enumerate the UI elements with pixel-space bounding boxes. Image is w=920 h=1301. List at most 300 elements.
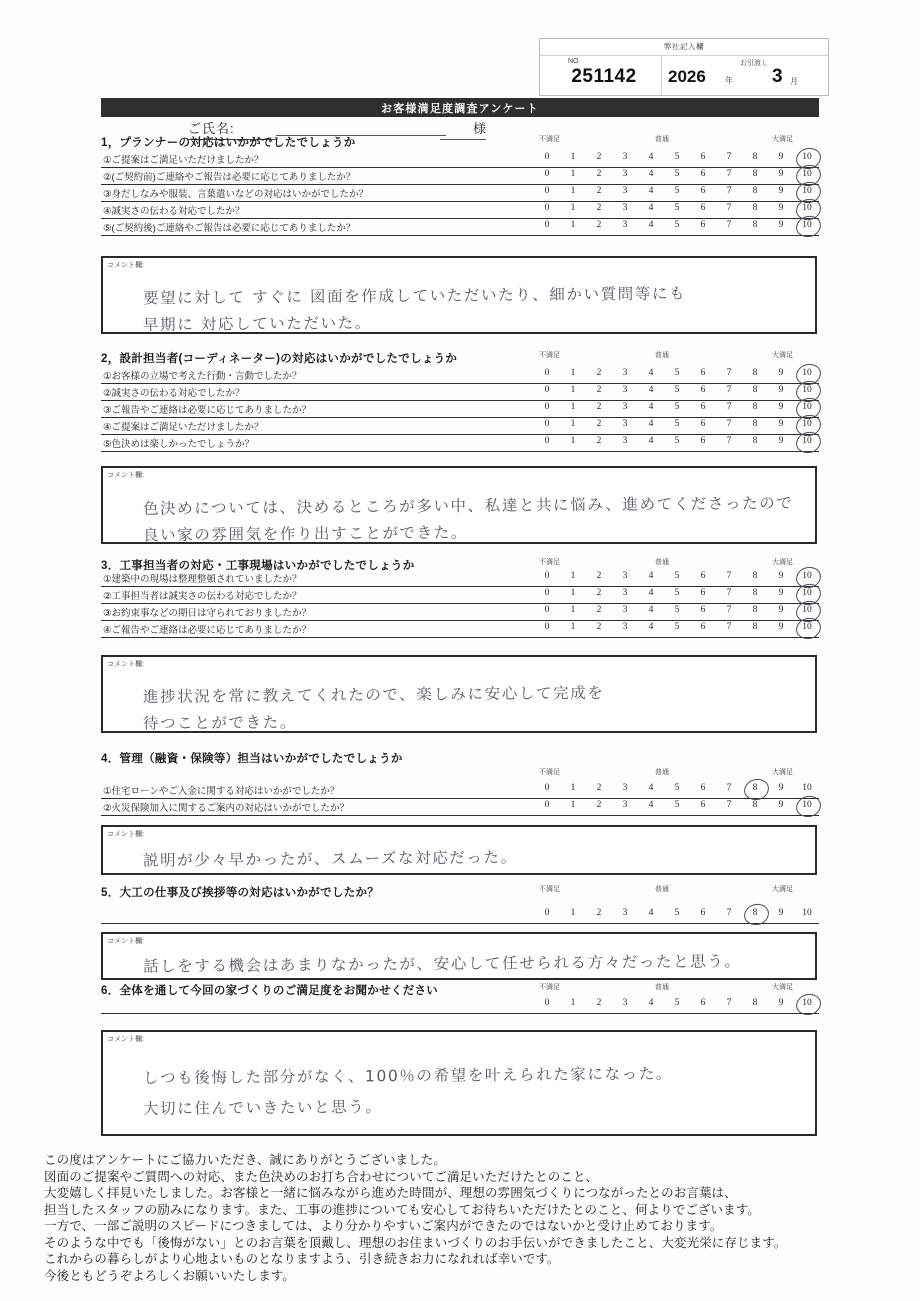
- month-unit-label: 月: [790, 77, 798, 86]
- rating-option-6[interactable]: 6: [700, 783, 706, 793]
- rating-option-9[interactable]: 9: [778, 998, 784, 1008]
- rating-option-3[interactable]: 3: [622, 800, 628, 810]
- rating-option-0[interactable]: 0: [544, 385, 550, 395]
- comment-box[interactable]: [101, 655, 817, 733]
- rating-option-6[interactable]: 6: [700, 220, 706, 230]
- rating-option-1[interactable]: 1: [570, 998, 576, 1008]
- closing-message-line: 図面のご提案やご質問への対応、また色決めのお打ち合わせについてご満足いただけたとのこと、: [44, 1169, 599, 1184]
- rating-option-7[interactable]: 7: [726, 908, 732, 918]
- rating-option-2[interactable]: 2: [596, 605, 602, 615]
- question-text: ④ご提案はご満足いただけましたか？: [103, 422, 264, 433]
- question-text: ③ご報告やご連絡は必要に応じてありましたか？: [103, 405, 312, 416]
- rating-scale[interactable]: [539, 186, 815, 199]
- rating-option-6[interactable]: 6: [700, 186, 706, 196]
- rating-option-4[interactable]: 4: [648, 605, 654, 615]
- rating-option-7[interactable]: 7: [726, 419, 732, 429]
- rating-option-7[interactable]: 7: [726, 605, 732, 615]
- rating-option-5[interactable]: 5: [674, 908, 680, 918]
- rating-option-1[interactable]: 1: [570, 908, 576, 918]
- rating-option-10[interactable]: 10: [802, 169, 812, 179]
- rating-option-4[interactable]: 4: [648, 419, 654, 429]
- rating-option-10[interactable]: 10: [802, 203, 812, 213]
- question-text: ①住宅ローンやご入金に関する対応はいかがでしたか？: [103, 786, 340, 797]
- rating-option-6[interactable]: 6: [700, 419, 706, 429]
- closing-message: [44, 1152, 904, 1284]
- question-text: ④ご報告やご連絡は必要に応じてありましたか？: [103, 625, 312, 636]
- rating-option-10[interactable]: 10: [802, 588, 812, 598]
- scale-label-low: 不満足: [539, 984, 560, 991]
- scale-label-low: 不満足: [539, 769, 560, 776]
- rating-option-5[interactable]: 5: [674, 571, 680, 581]
- rating-option-6[interactable]: 6: [700, 402, 706, 412]
- rating-option-5[interactable]: 5: [674, 152, 680, 162]
- closing-message-line: これからの暮らしがより心地よいものとなりますよう、引き続きお力になれれば幸いです。: [44, 1252, 560, 1266]
- rating-option-4[interactable]: 4: [648, 436, 654, 446]
- rating-option-7[interactable]: 7: [726, 588, 732, 598]
- scale-label-high: 大満足: [772, 352, 793, 359]
- rating-scale[interactable]: [539, 622, 815, 635]
- rating-option-7[interactable]: 7: [726, 385, 732, 395]
- rating-option-7[interactable]: 7: [726, 998, 732, 1008]
- rating-option-4[interactable]: 4: [648, 385, 654, 395]
- rating-option-5[interactable]: 5: [674, 203, 680, 213]
- rating-option-10[interactable]: 10: [802, 419, 812, 429]
- rating-option-3[interactable]: 3: [622, 588, 628, 598]
- section-heading: 4．管理（融資・保険等）担当はいかがでしたでしょうか: [101, 753, 403, 765]
- rating-option-9[interactable]: 9: [778, 605, 784, 615]
- rating-option-3[interactable]: 3: [622, 605, 628, 615]
- rating-option-9[interactable]: 9: [778, 908, 784, 918]
- question-text: ②誠実さの伝わる対応でしたか？: [103, 388, 245, 399]
- rating-option-0[interactable]: 0: [544, 220, 550, 230]
- rating-option-9[interactable]: 9: [778, 169, 784, 179]
- rating-option-10[interactable]: 10: [802, 402, 812, 412]
- rating-option-5[interactable]: 5: [674, 402, 680, 412]
- rating-option-3[interactable]: 3: [622, 783, 628, 793]
- rating-option-3[interactable]: 3: [622, 436, 628, 446]
- rating-option-7[interactable]: 7: [726, 622, 732, 632]
- rating-option-3[interactable]: 3: [622, 152, 628, 162]
- handwritten-comment-line: 説明が少々早かったが、スムーズな対応だった。: [142, 848, 518, 870]
- rating-option-1[interactable]: 1: [570, 436, 576, 446]
- rating-scale[interactable]: [539, 203, 815, 216]
- rating-scale[interactable]: [539, 908, 815, 921]
- rating-option-5[interactable]: 5: [674, 622, 680, 632]
- rating-option-8[interactable]: 8: [752, 605, 758, 615]
- comment-box-label: コメント欄:: [107, 1036, 144, 1043]
- rating-option-1[interactable]: 1: [570, 571, 576, 581]
- rating-option-10[interactable]: 10: [802, 220, 812, 230]
- scale-label-mid: 普通: [655, 984, 669, 991]
- rating-option-3[interactable]: 3: [622, 385, 628, 395]
- rating-option-2[interactable]: 2: [596, 588, 602, 598]
- rating-option-7[interactable]: 7: [726, 152, 732, 162]
- rating-option-10[interactable]: 10: [802, 800, 812, 810]
- rating-option-1[interactable]: 1: [570, 419, 576, 429]
- rating-option-7[interactable]: 7: [726, 783, 732, 793]
- comment-box[interactable]: [101, 466, 817, 544]
- question-row: [101, 167, 819, 185]
- rating-scale[interactable]: [539, 436, 815, 449]
- rating-option-5[interactable]: 5: [674, 186, 680, 196]
- rating-scale[interactable]: [539, 152, 815, 165]
- rating-scale[interactable]: [539, 998, 815, 1011]
- rating-option-3[interactable]: 3: [622, 419, 628, 429]
- company-box-title: 弊社記入欄: [664, 42, 704, 51]
- closing-message-line: 大変嬉しく拝見いたしました。お客様と一緒に悩みながら進めた時間が、理想の雰囲気づくりにつながったとのお言葉は、: [44, 1186, 737, 1200]
- scale-label-high: 大満足: [772, 769, 793, 776]
- rating-scale[interactable]: [539, 800, 815, 813]
- rating-option-0[interactable]: 0: [544, 152, 550, 162]
- rating-option-0[interactable]: 0: [544, 908, 550, 918]
- rating-option-4[interactable]: 4: [648, 203, 654, 213]
- rating-option-8[interactable]: 8: [752, 436, 758, 446]
- rating-option-10[interactable]: 10: [802, 186, 812, 196]
- rating-option-5[interactable]: 5: [674, 783, 680, 793]
- rating-option-8[interactable]: 8: [752, 220, 758, 230]
- rating-option-6[interactable]: 6: [700, 368, 706, 378]
- comment-box-label: コメント欄:: [107, 831, 144, 838]
- rating-option-4[interactable]: 4: [648, 402, 654, 412]
- rating-option-6[interactable]: 6: [700, 152, 706, 162]
- rating-option-7[interactable]: 7: [726, 800, 732, 810]
- rating-option-8[interactable]: 8: [752, 203, 758, 213]
- question-text: ②(ご契約前)ご連絡やご報告は必要に応じてありましたか？: [103, 172, 356, 183]
- rating-option-10[interactable]: 10: [802, 436, 812, 446]
- rating-option-2[interactable]: 2: [596, 908, 602, 918]
- rating-option-4[interactable]: 4: [648, 152, 654, 162]
- rating-option-3[interactable]: 3: [622, 368, 628, 378]
- rating-option-2[interactable]: 2: [596, 152, 602, 162]
- scale-label-high: 大満足: [772, 886, 793, 893]
- rating-option-2[interactable]: 2: [596, 622, 602, 632]
- rating-option-10[interactable]: 10: [802, 998, 812, 1008]
- rating-option-3[interactable]: 3: [622, 203, 628, 213]
- question-text: ②工事担当者は誠実さの伝わる対応でしたか？: [103, 591, 302, 602]
- rating-option-0[interactable]: 0: [544, 605, 550, 615]
- rating-option-1[interactable]: 1: [570, 203, 576, 213]
- handwritten-comment-line: 待つことができた。: [142, 713, 297, 733]
- rating-option-7[interactable]: 7: [726, 169, 732, 179]
- rating-option-0[interactable]: 0: [544, 998, 550, 1008]
- rating-option-2[interactable]: 2: [596, 203, 602, 213]
- rating-option-0[interactable]: 0: [544, 169, 550, 179]
- handwritten-comment-line: しつも後悔した部分がなく、100％の希望を叶えられた家になった。: [142, 1064, 674, 1088]
- rating-option-4[interactable]: 4: [648, 908, 654, 918]
- rating-option-2[interactable]: 2: [596, 783, 602, 793]
- rating-option-8[interactable]: 8: [752, 571, 758, 581]
- scale-label-low: 不満足: [539, 136, 560, 143]
- rating-option-9[interactable]: 9: [778, 588, 784, 598]
- rating-option-8[interactable]: 8: [752, 908, 758, 918]
- rating-option-10[interactable]: 10: [802, 783, 812, 793]
- rating-option-10[interactable]: 10: [802, 385, 812, 395]
- rating-option-0[interactable]: 0: [544, 436, 550, 446]
- rating-scale[interactable]: [539, 368, 815, 381]
- rating-option-8[interactable]: 8: [752, 385, 758, 395]
- rating-option-10[interactable]: 10: [802, 908, 812, 918]
- rating-option-4[interactable]: 4: [648, 368, 654, 378]
- rating-option-1[interactable]: 1: [570, 402, 576, 412]
- rating-option-2[interactable]: 2: [596, 186, 602, 196]
- rating-option-3[interactable]: 3: [622, 220, 628, 230]
- comment-box[interactable]: [101, 256, 817, 334]
- question-row: [101, 184, 819, 202]
- no-value: 251142: [571, 66, 637, 87]
- rating-option-8[interactable]: 8: [752, 419, 758, 429]
- handwritten-comment-line: 進捗状況を常に教えてくれたので、楽しみに安心して完成を: [142, 683, 605, 707]
- question-text: ①お客様の立場で考えた行動・言動でしたか？: [103, 371, 302, 382]
- question-text: ①建築中の現場は整理整頓されていましたか？: [103, 574, 302, 585]
- rating-option-8[interactable]: 8: [752, 588, 758, 598]
- rating-option-9[interactable]: 9: [778, 152, 784, 162]
- rating-option-6[interactable]: 6: [700, 605, 706, 615]
- rating-option-1[interactable]: 1: [570, 368, 576, 378]
- scale-label-mid: 普通: [655, 886, 669, 893]
- name-label: ご氏名:: [188, 118, 276, 140]
- handwritten-comment-line: 要望に対して すぐに 図面を作成していただいたり、細かい質問等にも: [142, 284, 687, 308]
- rating-option-10[interactable]: 10: [802, 368, 812, 378]
- rating-option-8[interactable]: 8: [752, 186, 758, 196]
- rating-option-1[interactable]: 1: [570, 220, 576, 230]
- rating-option-0[interactable]: 0: [544, 419, 550, 429]
- handover-year: 2026: [668, 67, 706, 86]
- rating-option-7[interactable]: 7: [726, 571, 732, 581]
- rating-scale[interactable]: [539, 588, 815, 601]
- question-row: [101, 586, 819, 604]
- question-text: ③身だしなみや服装、言葉遣いなどの対応はいかがでしたか？: [103, 189, 369, 200]
- rating-option-5[interactable]: 5: [674, 169, 680, 179]
- rating-option-8[interactable]: 8: [752, 998, 758, 1008]
- scale-label-low: 不満足: [539, 559, 560, 566]
- rating-option-9[interactable]: 9: [778, 419, 784, 429]
- rating-option-4[interactable]: 4: [648, 588, 654, 598]
- rating-option-4[interactable]: 4: [648, 186, 654, 196]
- rating-option-8[interactable]: 8: [752, 368, 758, 378]
- section-heading: 1，プランナーの対応はいかがでしたでしょうか: [101, 137, 356, 149]
- scale-label-mid: 普通: [655, 136, 669, 143]
- section-heading: 5．大工の仕事及び挨拶等の対応はいかがでしたか？: [101, 887, 380, 899]
- scale-label-mid: 普通: [655, 352, 669, 359]
- rating-option-2[interactable]: 2: [596, 220, 602, 230]
- rating-option-0[interactable]: 0: [544, 368, 550, 378]
- rating-option-5[interactable]: 5: [674, 436, 680, 446]
- rating-option-1[interactable]: 1: [570, 605, 576, 615]
- rating-scale[interactable]: [539, 605, 815, 618]
- closing-message-line: この度はアンケートにご協力いただき、誠にありがとうございました。: [44, 1153, 446, 1167]
- scale-label-low: 不満足: [539, 352, 560, 359]
- rating-option-7[interactable]: 7: [726, 220, 732, 230]
- handwritten-comment-line: 話しをする機会はあまりなかったが、安心して任せられる方々だったと思う。: [142, 952, 742, 976]
- rating-option-2[interactable]: 2: [596, 419, 602, 429]
- rating-scale[interactable]: [539, 169, 815, 182]
- rating-option-2[interactable]: 2: [596, 385, 602, 395]
- handover-month: 3: [772, 66, 783, 87]
- rating-option-9[interactable]: 9: [778, 402, 784, 412]
- scale-label-high: 大満足: [772, 136, 793, 143]
- scale-label-high: 大満足: [772, 984, 793, 991]
- rating-scale[interactable]: [539, 385, 815, 398]
- question-text: ④誠実さの伝わる対応でしたか？: [103, 206, 245, 217]
- rating-option-6[interactable]: 6: [700, 998, 706, 1008]
- rating-option-8[interactable]: 8: [752, 783, 758, 793]
- rating-option-0[interactable]: 0: [544, 186, 550, 196]
- closing-message-line: 担当したスタッフの励みになります。また、工事の進捗についても安心してお待ちいただけたとのこと、何よりでございます。: [44, 1202, 760, 1217]
- rating-option-2[interactable]: 2: [596, 169, 602, 179]
- rating-option-8[interactable]: 8: [752, 622, 758, 632]
- rating-option-4[interactable]: 4: [648, 220, 654, 230]
- question-text: ①ご提案はご満足いただけましたか？: [103, 155, 264, 166]
- rating-option-3[interactable]: 3: [622, 622, 628, 632]
- rating-option-8[interactable]: 8: [752, 402, 758, 412]
- rating-option-6[interactable]: 6: [700, 436, 706, 446]
- question-row: [101, 400, 819, 418]
- rating-option-6[interactable]: 6: [700, 169, 706, 179]
- rating-option-1[interactable]: 1: [570, 800, 576, 810]
- scale-label-low: 不満足: [539, 886, 560, 893]
- question-row: [101, 996, 819, 1014]
- rating-option-6[interactable]: 6: [700, 588, 706, 598]
- year-unit-label: 年: [725, 76, 733, 85]
- question-row: [101, 603, 819, 621]
- rating-option-5[interactable]: 5: [674, 605, 680, 615]
- rating-option-0[interactable]: 0: [544, 402, 550, 412]
- rating-option-8[interactable]: 8: [752, 800, 758, 810]
- rating-option-5[interactable]: 5: [674, 385, 680, 395]
- comment-box[interactable]: [101, 825, 817, 875]
- closing-message-line: 一方で、一部ご説明のスピードにつきましては、より分かりやすいご案内ができたのではないかと受け止めております。: [44, 1219, 723, 1233]
- rating-option-3[interactable]: 3: [622, 908, 628, 918]
- rating-option-10[interactable]: 10: [802, 571, 812, 581]
- survey-title-bar: お客様満足度調査アンケート: [101, 98, 819, 117]
- rating-option-10[interactable]: 10: [802, 152, 812, 162]
- rating-option-6[interactable]: 6: [700, 800, 706, 810]
- rating-option-5[interactable]: 5: [674, 998, 680, 1008]
- question-text: ③お約束事などの期日は守られておりましたか？: [103, 608, 312, 619]
- rating-option-2[interactable]: 2: [596, 571, 602, 581]
- rating-option-4[interactable]: 4: [648, 783, 654, 793]
- rating-option-5[interactable]: 5: [674, 220, 680, 230]
- rating-option-0[interactable]: 0: [544, 203, 550, 213]
- rating-option-0[interactable]: 0: [544, 622, 550, 632]
- rating-option-2[interactable]: 2: [596, 998, 602, 1008]
- rating-option-6[interactable]: 6: [700, 385, 706, 395]
- rating-option-5[interactable]: 5: [674, 800, 680, 810]
- question-text: ②火災保険加入に関するご案内の対応はいかがでしたか？: [103, 803, 350, 814]
- question-text: ⑤(ご契約後)ご連絡やご報告は必要に応じてありましたか？: [103, 223, 356, 234]
- rating-option-8[interactable]: 8: [752, 152, 758, 162]
- rating-option-9[interactable]: 9: [778, 186, 784, 196]
- rating-option-7[interactable]: 7: [726, 186, 732, 196]
- name-suffix-label: 様: [440, 118, 486, 140]
- rating-option-9[interactable]: 9: [778, 220, 784, 230]
- rating-scale[interactable]: [539, 783, 815, 796]
- question-row: [101, 218, 819, 236]
- rating-option-3[interactable]: 3: [622, 169, 628, 179]
- rating-option-7[interactable]: 7: [726, 203, 732, 213]
- rating-option-2[interactable]: 2: [596, 800, 602, 810]
- rating-option-6[interactable]: 6: [700, 908, 706, 918]
- rating-option-0[interactable]: 0: [544, 800, 550, 810]
- rating-option-2[interactable]: 2: [596, 402, 602, 412]
- rating-option-2[interactable]: 2: [596, 368, 602, 378]
- rating-option-9[interactable]: 9: [778, 368, 784, 378]
- rating-option-7[interactable]: 7: [726, 436, 732, 446]
- rating-option-1[interactable]: 1: [570, 152, 576, 162]
- question-row: [101, 906, 819, 924]
- rating-option-1[interactable]: 1: [570, 783, 576, 793]
- question-text: ⑤色決めは楽しかったでしょうか？: [103, 439, 255, 450]
- question-row: [101, 150, 819, 168]
- rating-option-9[interactable]: 9: [778, 622, 784, 632]
- rating-scale[interactable]: [539, 220, 815, 233]
- rating-option-5[interactable]: 5: [674, 368, 680, 378]
- rating-option-1[interactable]: 1: [570, 169, 576, 179]
- rating-option-9[interactable]: 9: [778, 800, 784, 810]
- rating-option-5[interactable]: 5: [674, 588, 680, 598]
- rating-option-1[interactable]: 1: [570, 385, 576, 395]
- closing-message-line: 今後ともどうぞよろしくお願いいたします。: [44, 1268, 296, 1283]
- rating-option-1[interactable]: 1: [570, 588, 576, 598]
- rating-option-10[interactable]: 10: [802, 622, 812, 632]
- rating-option-3[interactable]: 3: [622, 998, 628, 1008]
- rating-option-2[interactable]: 2: [596, 436, 602, 446]
- handwritten-comment-line: 良い家の雰囲気を作り出すことができた。: [142, 523, 468, 545]
- rating-option-0[interactable]: 0: [544, 783, 550, 793]
- rating-option-3[interactable]: 3: [622, 402, 628, 412]
- rating-option-8[interactable]: 8: [752, 169, 758, 179]
- rating-option-7[interactable]: 7: [726, 368, 732, 378]
- rating-option-6[interactable]: 6: [700, 571, 706, 581]
- rating-option-6[interactable]: 6: [700, 622, 706, 632]
- rating-scale[interactable]: [539, 419, 815, 432]
- rating-scale[interactable]: [539, 571, 815, 584]
- comment-box[interactable]: [101, 932, 817, 980]
- comment-box-label: コメント欄:: [107, 262, 144, 269]
- rating-option-9[interactable]: 9: [778, 385, 784, 395]
- rating-option-9[interactable]: 9: [778, 571, 784, 581]
- rating-option-7[interactable]: 7: [726, 402, 732, 412]
- rating-option-6[interactable]: 6: [700, 203, 706, 213]
- question-row: [101, 366, 819, 384]
- rating-option-3[interactable]: 3: [622, 186, 628, 196]
- rating-option-3[interactable]: 3: [622, 571, 628, 581]
- rating-option-4[interactable]: 4: [648, 622, 654, 632]
- rating-scale[interactable]: [539, 402, 815, 415]
- comment-box[interactable]: [101, 1030, 817, 1136]
- section-heading: 2，設計担当者(コーディネーター)の対応はいかがでしたでしょうか: [101, 353, 458, 365]
- rating-option-0[interactable]: 0: [544, 588, 550, 598]
- question-row: [101, 383, 819, 401]
- rating-option-9[interactable]: 9: [778, 436, 784, 446]
- question-row: [101, 201, 819, 219]
- rating-option-4[interactable]: 4: [648, 571, 654, 581]
- comment-box-label: コメント欄:: [107, 938, 144, 945]
- rating-option-10[interactable]: 10: [802, 605, 812, 615]
- rating-option-9[interactable]: 9: [778, 783, 784, 793]
- rating-option-4[interactable]: 4: [648, 169, 654, 179]
- rating-option-1[interactable]: 1: [570, 186, 576, 196]
- rating-option-1[interactable]: 1: [570, 622, 576, 632]
- rating-option-4[interactable]: 4: [648, 800, 654, 810]
- question-row: [101, 434, 819, 452]
- rating-option-4[interactable]: 4: [648, 998, 654, 1008]
- rating-option-0[interactable]: 0: [544, 571, 550, 581]
- rating-option-5[interactable]: 5: [674, 419, 680, 429]
- handwritten-comment-line: 早期に 対応していただいた。: [142, 314, 372, 334]
- handover-label: お引渡し: [740, 60, 768, 67]
- rating-option-9[interactable]: 9: [778, 203, 784, 213]
